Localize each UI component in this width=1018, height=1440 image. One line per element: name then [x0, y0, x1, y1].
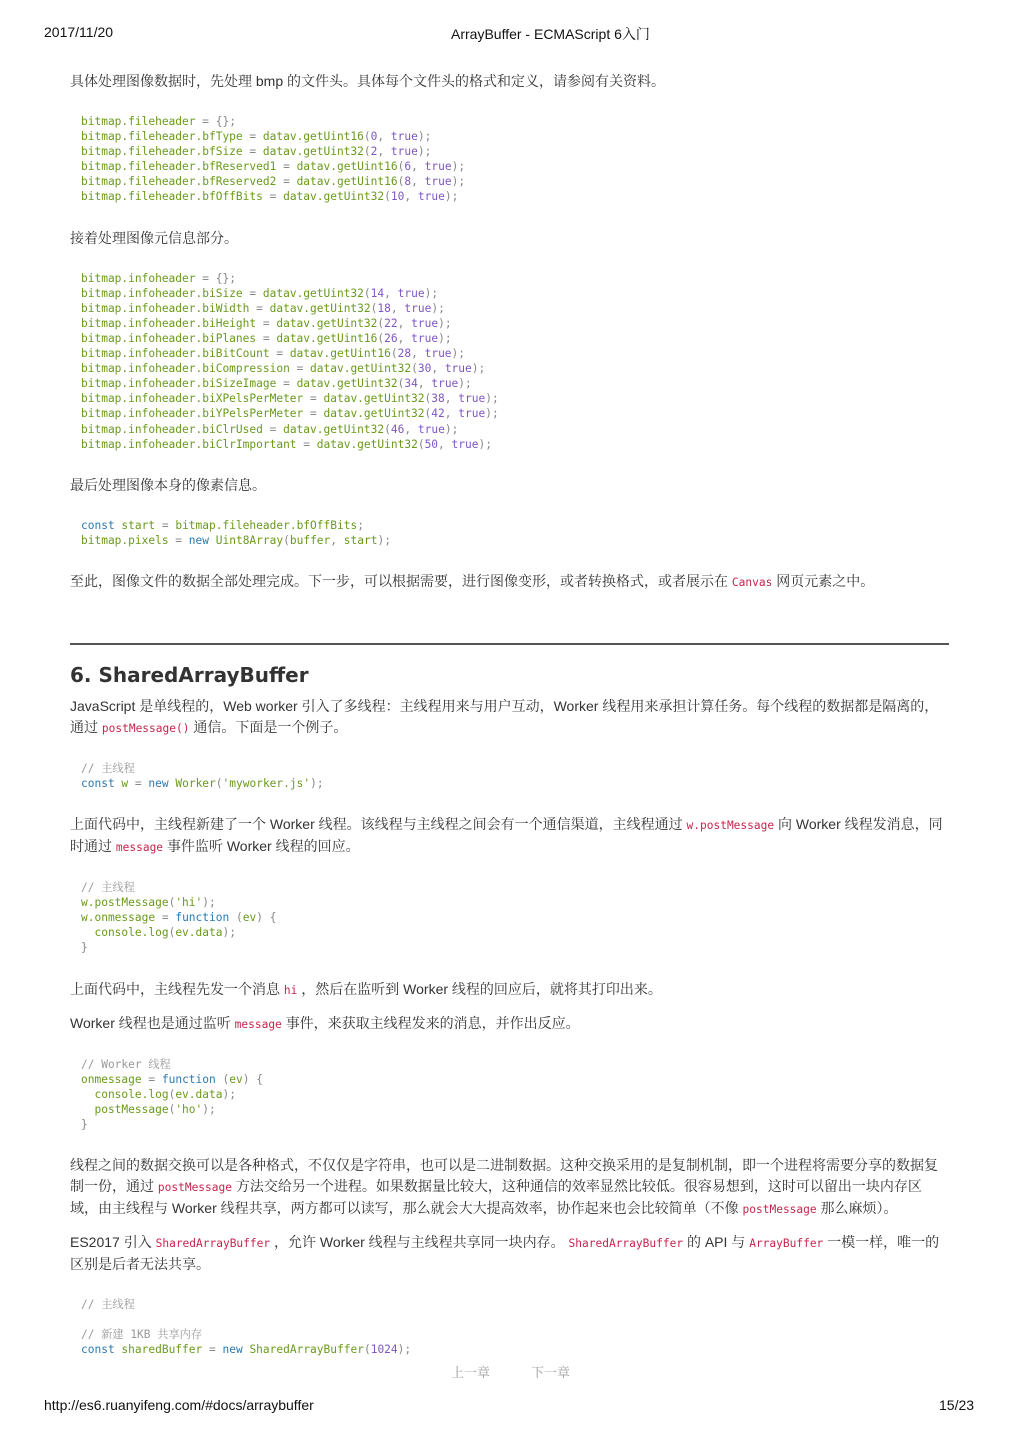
inline-code: message — [234, 1017, 282, 1031]
code-line: const sharedBuffer = new SharedArrayBuffer(1024); — [81, 1343, 412, 1357]
code-line: bitmap.infoheader.biClrImportant = datav.getUint32(50, true); — [81, 437, 492, 451]
code-line: onmessage = function (ev) { — [81, 1072, 263, 1086]
code-line: // 新建 1KB 共享内存 — [81, 1328, 203, 1342]
print-page-number: 15/23 — [939, 1397, 975, 1413]
inline-code: SharedArrayBuffer — [155, 1237, 271, 1250]
code-line: bitmap.infoheader.biSize = datav.getUint32(14, true); — [81, 286, 439, 300]
code-line: const start = bitmap.fileheader.bfOffBits; — [81, 518, 364, 532]
code-line: const w = new Worker('myworker.js'); — [81, 776, 324, 790]
code-line: // Worker 线程 — [81, 1057, 171, 1071]
code-line: bitmap.fileheader.bfType = datav.getUint16(0, true); — [81, 130, 432, 144]
code-block — [70, 518, 949, 548]
print-title: ArrayBuffer - ECMAScript 6入门 — [451, 26, 650, 42]
code-line: bitmap.fileheader.bfReserved2 = datav.getUint16(8, true); — [81, 175, 466, 189]
code-line: postMessage('ho'); — [81, 1102, 216, 1116]
code-line: } — [81, 1117, 88, 1131]
code-block — [70, 1297, 949, 1312]
section-heading: 6. SharedArrayBuffer — [70, 662, 309, 687]
inline-code: ArrayBuffer — [749, 1237, 824, 1250]
code-line: // 主线程 — [81, 1298, 135, 1311]
paragraph: JavaScript 是单线程的，Web worker 引入了多线程：主线程用来与用户互动，Worker 线程用来承担计算任务。每个线程的数据都是隔离的，通过 postMessage() 通信。下面是一个例子。 — [70, 697, 939, 735]
code-line: console.log(ev.data); — [81, 1087, 236, 1101]
code-line: bitmap.infoheader.biSizeImage = datav.getUint32(34, true); — [81, 377, 472, 391]
code-line: bitmap.infoheader.biYPelsPerMeter = datav.getUint32(42, true); — [81, 407, 499, 421]
paragraph: 最后处理图像本身的像素信息。 — [70, 476, 266, 493]
print-url: http://es6.ruanyifeng.com/#docs/arraybuffer — [44, 1397, 314, 1413]
code-line: w.onmessage = function (ev) { — [81, 911, 277, 925]
code-line: bitmap.fileheader = {}; — [81, 115, 236, 128]
paragraph: 上面代码中，主线程先发一个消息 hi ，然后在监听到 Worker 线程的回应后，就将其打印出来。 — [70, 980, 662, 997]
code-block — [70, 761, 949, 791]
paragraph: 接着处理图像元信息部分。 — [70, 229, 238, 246]
print-date: 2017/11/20 — [44, 24, 114, 40]
article-content — [70, 71, 949, 1357]
code-block — [70, 1327, 949, 1357]
code-line: bitmap.infoheader.biBitCount = datav.getUint16(28, true); — [81, 347, 466, 361]
inline-code: postMessage() — [101, 721, 190, 735]
inline-code: postMessage — [157, 1181, 232, 1194]
prev-chapter-link[interactable]: 上一章 — [451, 1365, 491, 1380]
code-line: bitmap.infoheader.biCompression = datav.getUint32(30, true); — [81, 362, 486, 376]
inline-code: postMessage — [742, 1203, 817, 1216]
code-line: bitmap.infoheader = {}; — [81, 271, 236, 285]
code-line: bitmap.infoheader.biClrUsed = datav.getUint32(46, true); — [81, 422, 459, 436]
code-line: console.log(ev.data); — [81, 926, 236, 940]
code-block — [70, 114, 949, 205]
code-line: w.postMessage('hi'); — [81, 896, 216, 910]
code-line: } — [81, 941, 88, 955]
paragraph: 具体处理图像数据时，先处理 bmp 的文件头。具体每个文件头的格式和定义，请参阅有关资料。 — [70, 73, 666, 89]
code-line: // 主线程 — [81, 881, 135, 895]
paragraph: 上面代码中，主线程新建了一个 Worker 线程。该线程与主线程之间会有一个通信渠道，主线程通过 w.postMessage 向 Worker 线程发消息，同时通过 message 事件监听 Worker 线程的回应。 — [70, 816, 943, 855]
inline-code: message — [115, 841, 164, 855]
paragraph: ES2017 引入 SharedArrayBuffer ，允许 Worker 线程与主线程共享同一块内存。 SharedArrayBuffer 的 API 与 ArrayBuffer 一模一样，唯一的区别是后者无法共享。 — [70, 1234, 940, 1272]
inline-code: SharedArrayBuffer — [568, 1237, 684, 1250]
code-line: bitmap.infoheader.biXPelsPerMeter = datav.getUint32(38, true); — [81, 392, 499, 406]
code-line: bitmap.infoheader.biPlanes = datav.getUint16(26, true); — [81, 331, 452, 345]
code-line: bitmap.infoheader.biHeight = datav.getUint32(22, true); — [81, 316, 452, 330]
code-line: bitmap.fileheader.bfReserved1 = datav.getUint16(6, true); — [81, 160, 466, 174]
paragraph: 至此，图像文件的数据全部处理完成。下一步，可以根据需要，进行图像变形，或者转换格式，或者展示在 Canvas 网页元素之中。 — [70, 572, 875, 589]
code-line: // 主线程 — [81, 761, 135, 775]
paragraph: 线程之间的数据交换可以是各种格式，不仅仅是字符串，也可以是二进制数据。这种交换采用的是复制机制，即一个进程将需要分享的数据复制一份，通过 postMessage 方法交给另一个进程。如果数据量比较大，这种通信的效率显然比较低。很容易想到，这时可以留出一块内存区域，由主线程与 Worker 线程共享，两方都可以读写，那么就会大大提高效率，协作起来也会比较简单（不像 postMessage 那么麻烦）。 — [70, 1157, 938, 1216]
code-line: bitmap.fileheader.bfSize = datav.getUint32(2, true); — [81, 145, 432, 159]
inline-code: Canvas — [731, 575, 773, 589]
inline-code: hi — [283, 983, 298, 997]
code-block — [70, 1057, 949, 1132]
code-block — [70, 880, 949, 955]
code-line: bitmap.pixels = new Uint8Array(buffer, start); — [81, 533, 391, 547]
code-line: bitmap.fileheader.bfOffBits = datav.getUint32(10, true); — [81, 190, 459, 204]
inline-code: w.postMessage — [686, 819, 775, 833]
code-line: bitmap.infoheader.biWidth = datav.getUint32(18, true); — [81, 301, 445, 315]
next-chapter-link[interactable]: 下一章 — [531, 1365, 571, 1380]
code-block — [70, 271, 949, 452]
paragraph: Worker 线程也是通过监听 message 事件，来获取主线程发来的消息，并作出反应。 — [70, 1014, 580, 1031]
